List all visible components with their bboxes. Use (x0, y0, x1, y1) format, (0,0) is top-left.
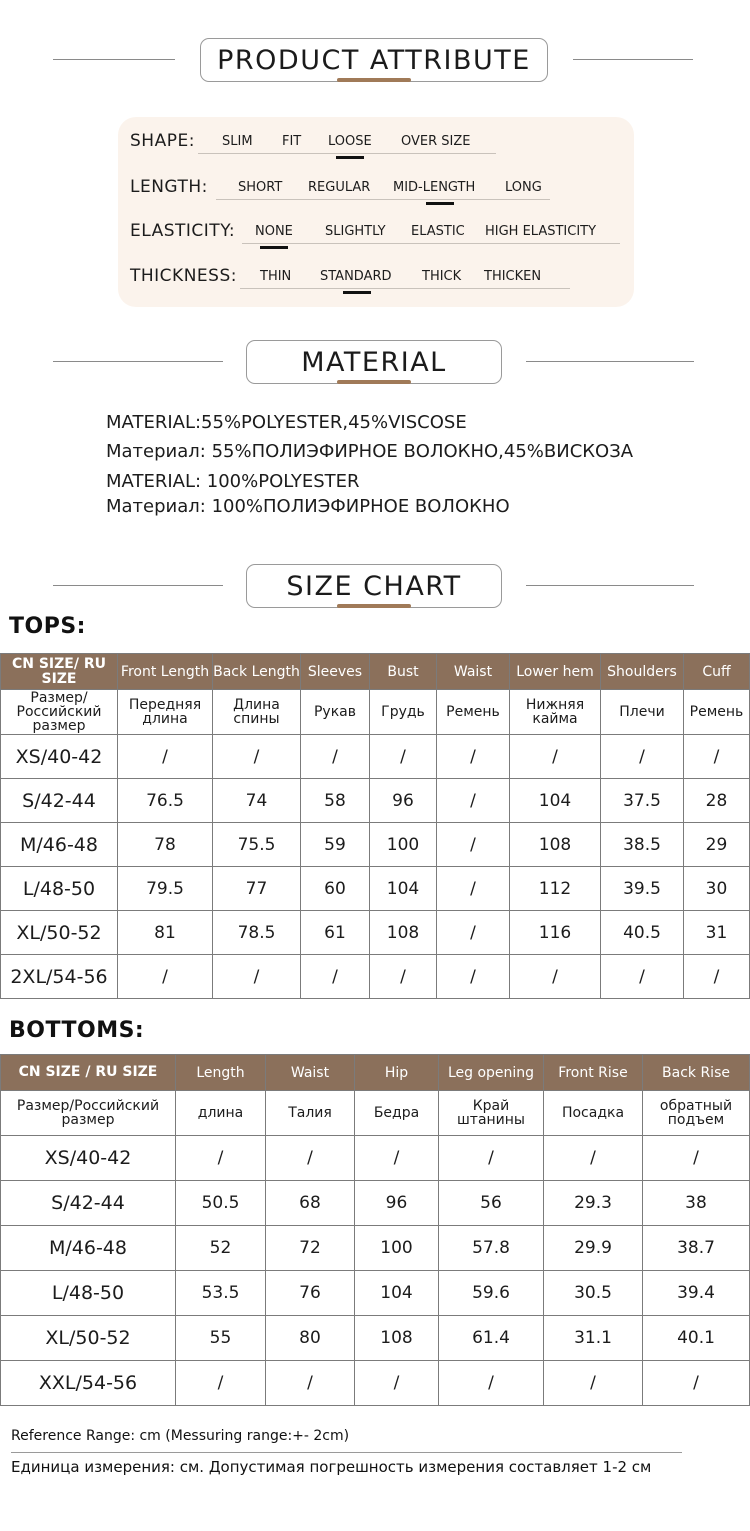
table-row (1, 1271, 750, 1316)
material-line-ru: Материал: 55%ПОЛИЭФИРНОЕ ВОЛОКНО,45%ВИСКОЗА (106, 441, 634, 462)
attr-rule (240, 288, 570, 289)
table-cell: 56 (439, 1181, 544, 1226)
header-row (1, 1055, 750, 1091)
table-cell: L/48-50 (1, 1271, 176, 1316)
section-title: PRODUCT ATTRIBUTE (217, 44, 531, 76)
attr-rule (216, 199, 550, 200)
table-row (1, 1226, 750, 1271)
attr-option-selected: MID-LENGTH (393, 180, 476, 195)
table-cell: 29.3 (544, 1181, 643, 1226)
table-cell: 40.5 (601, 911, 684, 955)
table-cell: 81 (118, 911, 213, 955)
table-cell: XS/40-42 (1, 735, 118, 779)
table-cell: 80 (266, 1316, 355, 1361)
table-cell: / (301, 955, 370, 999)
table-cell: 112 (510, 867, 601, 911)
table-cell: / (510, 735, 601, 779)
header-cell: Back Rise (643, 1055, 750, 1091)
ru-header-cell: Нижняя кайма (510, 690, 601, 735)
table-cell: 60 (301, 867, 370, 911)
divider-right (526, 361, 694, 362)
table-cell: 53.5 (176, 1271, 266, 1316)
table-cell: S/42-44 (1, 779, 118, 823)
table-cell: 61.4 (439, 1316, 544, 1361)
table-cell: 31 (684, 911, 750, 955)
table-cell: 38.7 (643, 1226, 750, 1271)
table-cell: 31.1 (544, 1316, 643, 1361)
header-cell: Bust (370, 654, 437, 690)
attr-option: FIT (282, 134, 302, 149)
header-cell: Shoulders (601, 654, 684, 690)
selected-marker (343, 291, 371, 294)
header-cell: Front Rise (544, 1055, 643, 1091)
ru-header-cell: Размер/ Российский размер (1, 690, 118, 735)
table-cell: / (355, 1136, 439, 1181)
attr-option: ELASTIC (411, 224, 465, 239)
table-cell: 29.9 (544, 1226, 643, 1271)
selected-marker (336, 156, 364, 159)
table-cell: / (176, 1136, 266, 1181)
table-cell: 104 (510, 779, 601, 823)
table-cell: 104 (370, 867, 437, 911)
table-cell: 116 (510, 911, 601, 955)
ru-header-cell: Ремень (437, 690, 510, 735)
header-cell: Length (176, 1055, 266, 1091)
attr-label: LENGTH: (130, 177, 208, 197)
divider-left (53, 59, 175, 60)
header-cell: Hip (355, 1055, 439, 1091)
table-cell: 104 (355, 1271, 439, 1316)
table-cell: / (370, 955, 437, 999)
table-cell: 108 (355, 1316, 439, 1361)
attr-option: SLIGHTLY (325, 224, 386, 239)
tops-title: TOPS: (9, 614, 86, 639)
reference-note-ru: Единица измерения: см. Допустимая погрешность измерения составляет 1-2 см (11, 1458, 652, 1476)
table-cell: XXL/54-56 (1, 1361, 176, 1406)
table-cell: / (601, 735, 684, 779)
section-title: MATERIAL (301, 346, 447, 378)
table-cell: / (643, 1361, 750, 1406)
header-cell: CN SIZE/ RU SIZE (1, 654, 118, 690)
bottoms-size-table (0, 1054, 750, 1406)
table-cell: 57.8 (439, 1226, 544, 1271)
table-cell: 39.5 (601, 867, 684, 911)
header-cell: Waist (437, 654, 510, 690)
selected-marker (260, 246, 288, 249)
divider-left (53, 585, 223, 586)
ru-header-cell: Грудь (370, 690, 437, 735)
attr-label: THICKNESS: (130, 266, 237, 286)
table-row (1, 911, 750, 955)
attr-row-length (118, 177, 634, 207)
material-line-en: MATERIAL: 100%POLYESTER (106, 471, 360, 492)
table-row (1, 1361, 750, 1406)
attr-option: REGULAR (308, 180, 371, 195)
attribute-panel (118, 117, 634, 307)
table-cell: 38 (643, 1181, 750, 1226)
table-cell: XS/40-42 (1, 1136, 176, 1181)
table-cell: / (684, 735, 750, 779)
section-header-product-attribute (0, 38, 750, 82)
attr-row-thickness (118, 266, 634, 296)
table-cell: S/42-44 (1, 1181, 176, 1226)
attr-option-selected: LOOSE (328, 134, 372, 149)
ru-header-row (1, 1091, 750, 1136)
attr-option: LONG (505, 180, 542, 195)
table-cell: / (437, 779, 510, 823)
table-cell: / (684, 955, 750, 999)
table-cell: L/48-50 (1, 867, 118, 911)
table-cell: / (437, 867, 510, 911)
attr-rule (242, 243, 620, 244)
attr-option: SHORT (238, 180, 283, 195)
title-accent (337, 78, 411, 82)
table-cell: 72 (266, 1226, 355, 1271)
attr-rule (198, 153, 496, 154)
selected-marker (426, 202, 454, 205)
attr-option-selected: NONE (255, 224, 293, 239)
table-cell: 79.5 (118, 867, 213, 911)
table-row (1, 779, 750, 823)
table-cell: 96 (370, 779, 437, 823)
table-cell: / (437, 823, 510, 867)
attr-option: SLIM (222, 134, 253, 149)
table-cell: 59 (301, 823, 370, 867)
ru-header-cell: длина (176, 1091, 266, 1136)
table-cell: 96 (355, 1181, 439, 1226)
divider-right (526, 585, 694, 586)
table-cell: XL/50-52 (1, 1316, 176, 1361)
divider-right (573, 59, 693, 60)
table-cell: / (355, 1361, 439, 1406)
ru-header-cell: Рукав (301, 690, 370, 735)
table-cell: 74 (213, 779, 301, 823)
table-cell: / (544, 1361, 643, 1406)
attr-label: SHAPE: (130, 131, 195, 151)
table-cell: / (213, 955, 301, 999)
attr-option: THIN (260, 269, 292, 284)
header-cell: Sleeves (301, 654, 370, 690)
ru-header-cell: Длина спины (213, 690, 301, 735)
table-cell: 38.5 (601, 823, 684, 867)
table-cell: 30.5 (544, 1271, 643, 1316)
table-cell: 108 (370, 911, 437, 955)
title-accent (337, 380, 411, 384)
table-cell: / (301, 735, 370, 779)
table-cell: / (439, 1361, 544, 1406)
header-cell: Cuff (684, 654, 750, 690)
table-row (1, 735, 750, 779)
table-cell: / (118, 735, 213, 779)
attr-option: THICKEN (484, 269, 542, 284)
ru-header-cell: Посадка (544, 1091, 643, 1136)
table-cell: 39.4 (643, 1271, 750, 1316)
table-row (1, 867, 750, 911)
ru-header-cell: Край штанины (439, 1091, 544, 1136)
attr-option-selected: STANDARD (320, 269, 392, 284)
ru-header-cell: обратный подъем (643, 1091, 750, 1136)
ru-header-cell: Ремень (684, 690, 750, 735)
table-cell: / (437, 955, 510, 999)
table-cell: 100 (370, 823, 437, 867)
table-cell: 78 (118, 823, 213, 867)
table-cell: 76.5 (118, 779, 213, 823)
title-accent (337, 604, 411, 608)
table-cell: 30 (684, 867, 750, 911)
attr-option: THICK (422, 269, 462, 284)
table-cell: / (266, 1361, 355, 1406)
table-cell: M/46-48 (1, 1226, 176, 1271)
table-cell: / (437, 735, 510, 779)
ru-header-row (1, 690, 750, 735)
attr-option: HIGH ELASTICITY (485, 224, 597, 239)
header-cell: Back Length (213, 654, 301, 690)
attr-label: ELASTICITY: (130, 221, 236, 241)
table-cell: / (510, 955, 601, 999)
table-cell: 78.5 (213, 911, 301, 955)
table-cell: XL/50-52 (1, 911, 118, 955)
table-row (1, 1136, 750, 1181)
table-cell: 37.5 (601, 779, 684, 823)
table-row (1, 1316, 750, 1361)
table-cell: 29 (684, 823, 750, 867)
bottoms-title: BOTTOMS: (9, 1018, 145, 1043)
header-cell: Lower hem (510, 654, 601, 690)
table-cell: 76 (266, 1271, 355, 1316)
header-cell: Front Length (118, 654, 213, 690)
tops-size-table (0, 653, 750, 999)
attr-row-shape (118, 131, 634, 161)
table-row (1, 823, 750, 867)
table-cell: 58 (301, 779, 370, 823)
table-cell: / (118, 955, 213, 999)
ru-header-cell: Талия (266, 1091, 355, 1136)
table-cell: 59.6 (439, 1271, 544, 1316)
table-cell: 50.5 (176, 1181, 266, 1226)
section-title-pill (246, 340, 502, 384)
table-cell: / (437, 911, 510, 955)
section-title-pill (246, 564, 502, 608)
section-header-size-chart (0, 564, 750, 608)
table-cell: / (439, 1136, 544, 1181)
table-cell: / (544, 1136, 643, 1181)
material-line-en: MATERIAL:55%POLYESTER,45%VISCOSE (106, 412, 467, 433)
table-cell: 55 (176, 1316, 266, 1361)
section-title-pill (200, 38, 548, 82)
table-cell: M/46-48 (1, 823, 118, 867)
table-cell: 75.5 (213, 823, 301, 867)
table-row (1, 955, 750, 999)
table-cell: / (370, 735, 437, 779)
table-cell: 77 (213, 867, 301, 911)
table-cell: 40.1 (643, 1316, 750, 1361)
table-cell: 68 (266, 1181, 355, 1226)
ru-header-cell: Передняя длина (118, 690, 213, 735)
table-cell: / (176, 1361, 266, 1406)
footer-divider (11, 1452, 682, 1453)
table-cell: 52 (176, 1226, 266, 1271)
header-cell: CN SIZE / RU SIZE (1, 1055, 176, 1091)
header-cell: Waist (266, 1055, 355, 1091)
table-cell: 28 (684, 779, 750, 823)
section-title: SIZE CHART (286, 570, 462, 602)
material-line-ru: Материал: 100%ПОЛИЭФИРНОЕ ВОЛОКНО (106, 496, 510, 517)
table-cell: 100 (355, 1226, 439, 1271)
section-header-material (0, 340, 750, 384)
table-cell: / (601, 955, 684, 999)
ru-header-cell: Бедра (355, 1091, 439, 1136)
divider-left (53, 361, 223, 362)
table-cell: / (643, 1136, 750, 1181)
header-cell: Leg opening (439, 1055, 544, 1091)
ru-header-cell: Плечи (601, 690, 684, 735)
attr-row-elasticity (118, 221, 634, 251)
ru-header-cell: Размер/Российский размер (1, 1091, 176, 1136)
header-row (1, 654, 750, 690)
table-cell: / (213, 735, 301, 779)
table-cell: 2XL/54-56 (1, 955, 118, 999)
table-cell: 61 (301, 911, 370, 955)
table-row (1, 1181, 750, 1226)
table-cell: 108 (510, 823, 601, 867)
table-cell: / (266, 1136, 355, 1181)
reference-note: Reference Range: cm (Messuring range:+- 2cm) (11, 1428, 350, 1444)
attr-option: OVER SIZE (401, 134, 471, 149)
